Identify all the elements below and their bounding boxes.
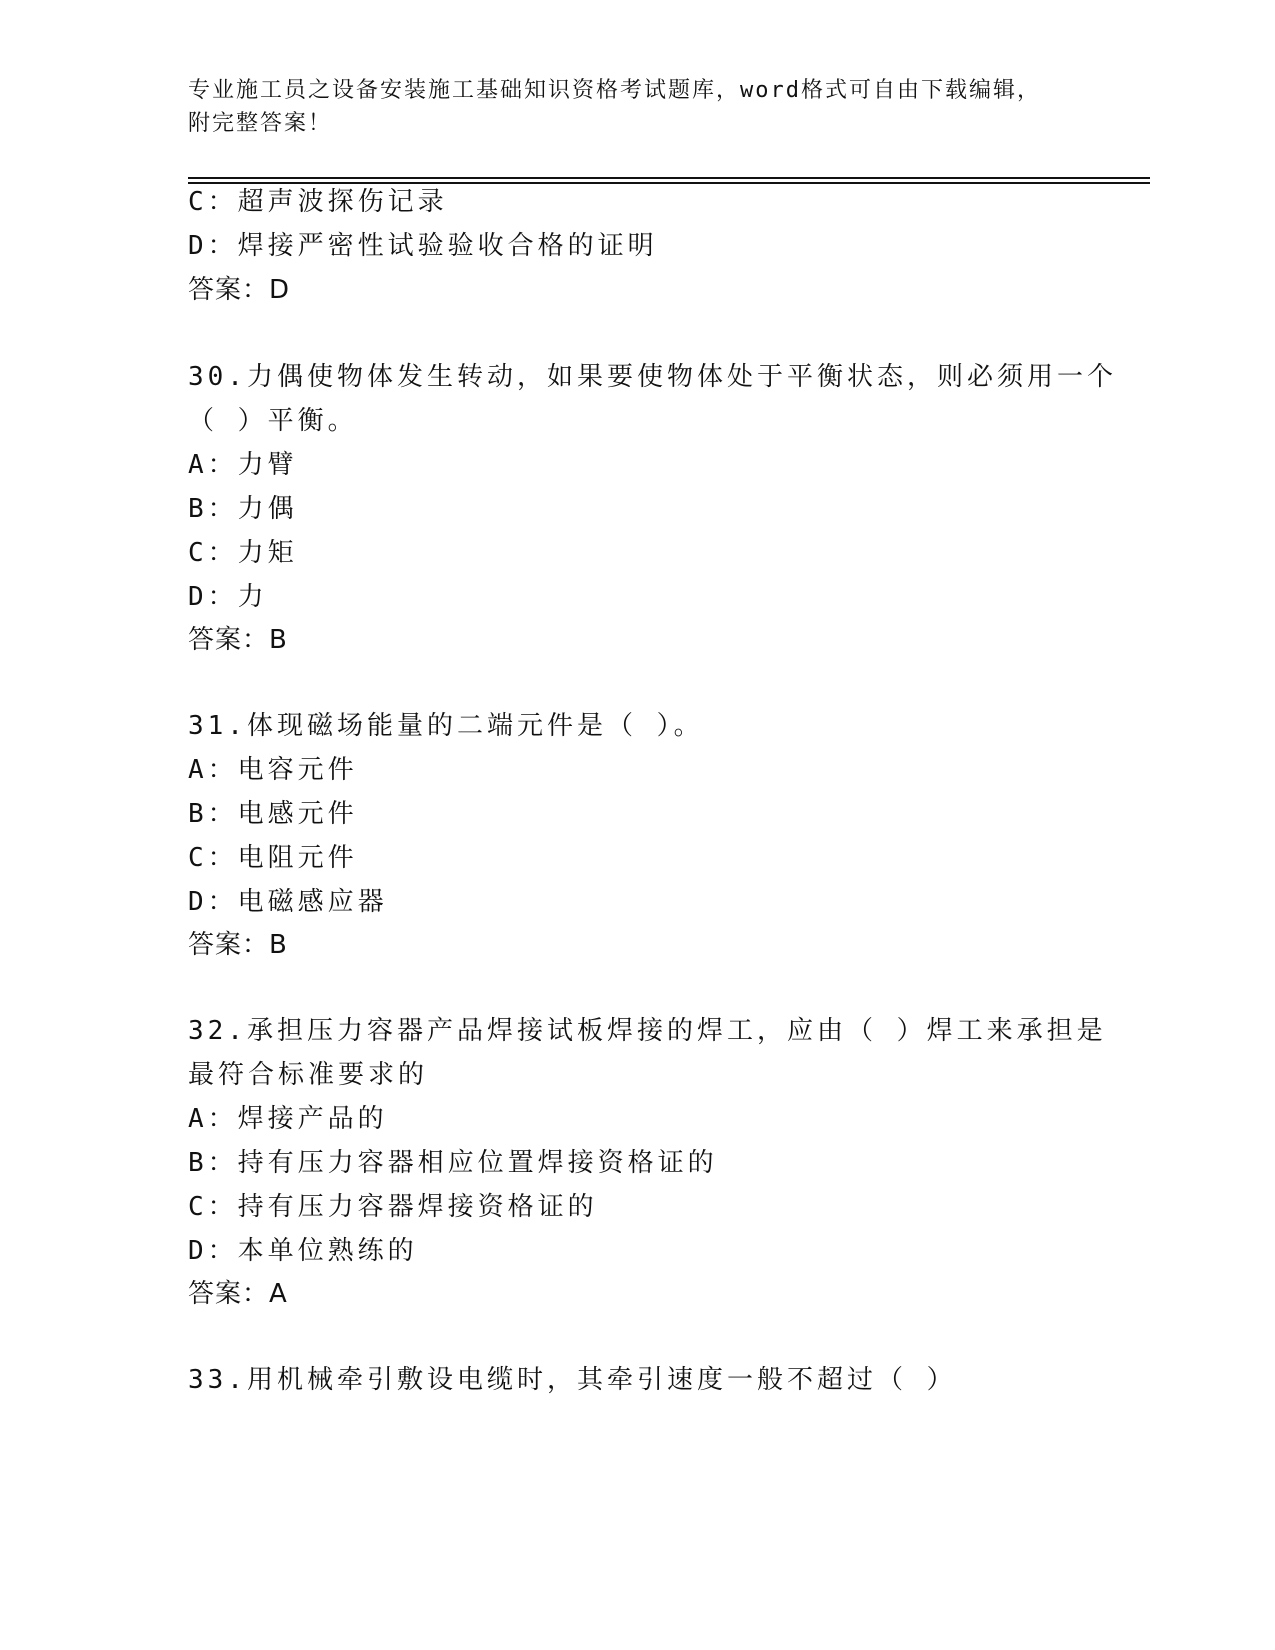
document-header	[188, 74, 1088, 140]
header-line-2: 附完整答案！	[188, 111, 333, 136]
answer-line: 答案：D	[188, 275, 291, 305]
question-30-option-c: C：力矩	[188, 538, 298, 568]
question-33-stem-line-1: 33.用机械牵引敷设电缆时，其牵引速度一般不超过（ ）	[188, 1365, 957, 1395]
option-d: D：焊接严密性试验验收合格的证明	[188, 231, 658, 261]
header-line-1: 专业施工员之设备安装施工基础知识资格考试题库，word格式可自由下载编辑，	[188, 78, 1041, 103]
question-30-answer: 答案：B	[188, 625, 288, 655]
question-32-option-c: C：持有压力容器焊接资格证的	[188, 1192, 598, 1222]
question-31-option-a: A：电容元件	[188, 755, 358, 785]
question-30-stem-line-1: 30.力偶使物体发生转动，如果要使物体处于平衡状态，则必须用一个	[188, 362, 1117, 392]
question-32-option-d: D：本单位熟练的	[188, 1236, 418, 1266]
question-30-option-d: D：力	[188, 582, 268, 612]
question-31-option-b: B：电感元件	[188, 799, 358, 829]
question-31-option-c: C：电阻元件	[188, 843, 358, 873]
question-30-option-a: A：力臂	[188, 450, 298, 480]
question-32-answer: 答案：A	[188, 1279, 288, 1309]
question-31-option-d: D：电磁感应器	[188, 887, 388, 917]
question-30-stem-line-2: （ ）平衡。	[188, 406, 358, 436]
question-32-stem-line-2: 最符合标准要求的	[188, 1060, 429, 1090]
question-30-option-b: B：力偶	[188, 494, 298, 524]
header-divider-top	[188, 177, 1150, 179]
question-32-stem-line-1: 32.承担压力容器产品焊接试板焊接的焊工，应由（ ）焊工来承担是	[188, 1016, 1107, 1046]
question-32-option-a: A：焊接产品的	[188, 1104, 388, 1134]
option-c: C：超声波探伤记录	[188, 187, 448, 217]
question-32-option-b: B：持有压力容器相应位置焊接资格证的	[188, 1148, 718, 1178]
question-31-stem-line-1: 31.体现磁场能量的二端元件是（ ）。	[188, 711, 704, 741]
question-31-answer: 答案：B	[188, 930, 288, 960]
